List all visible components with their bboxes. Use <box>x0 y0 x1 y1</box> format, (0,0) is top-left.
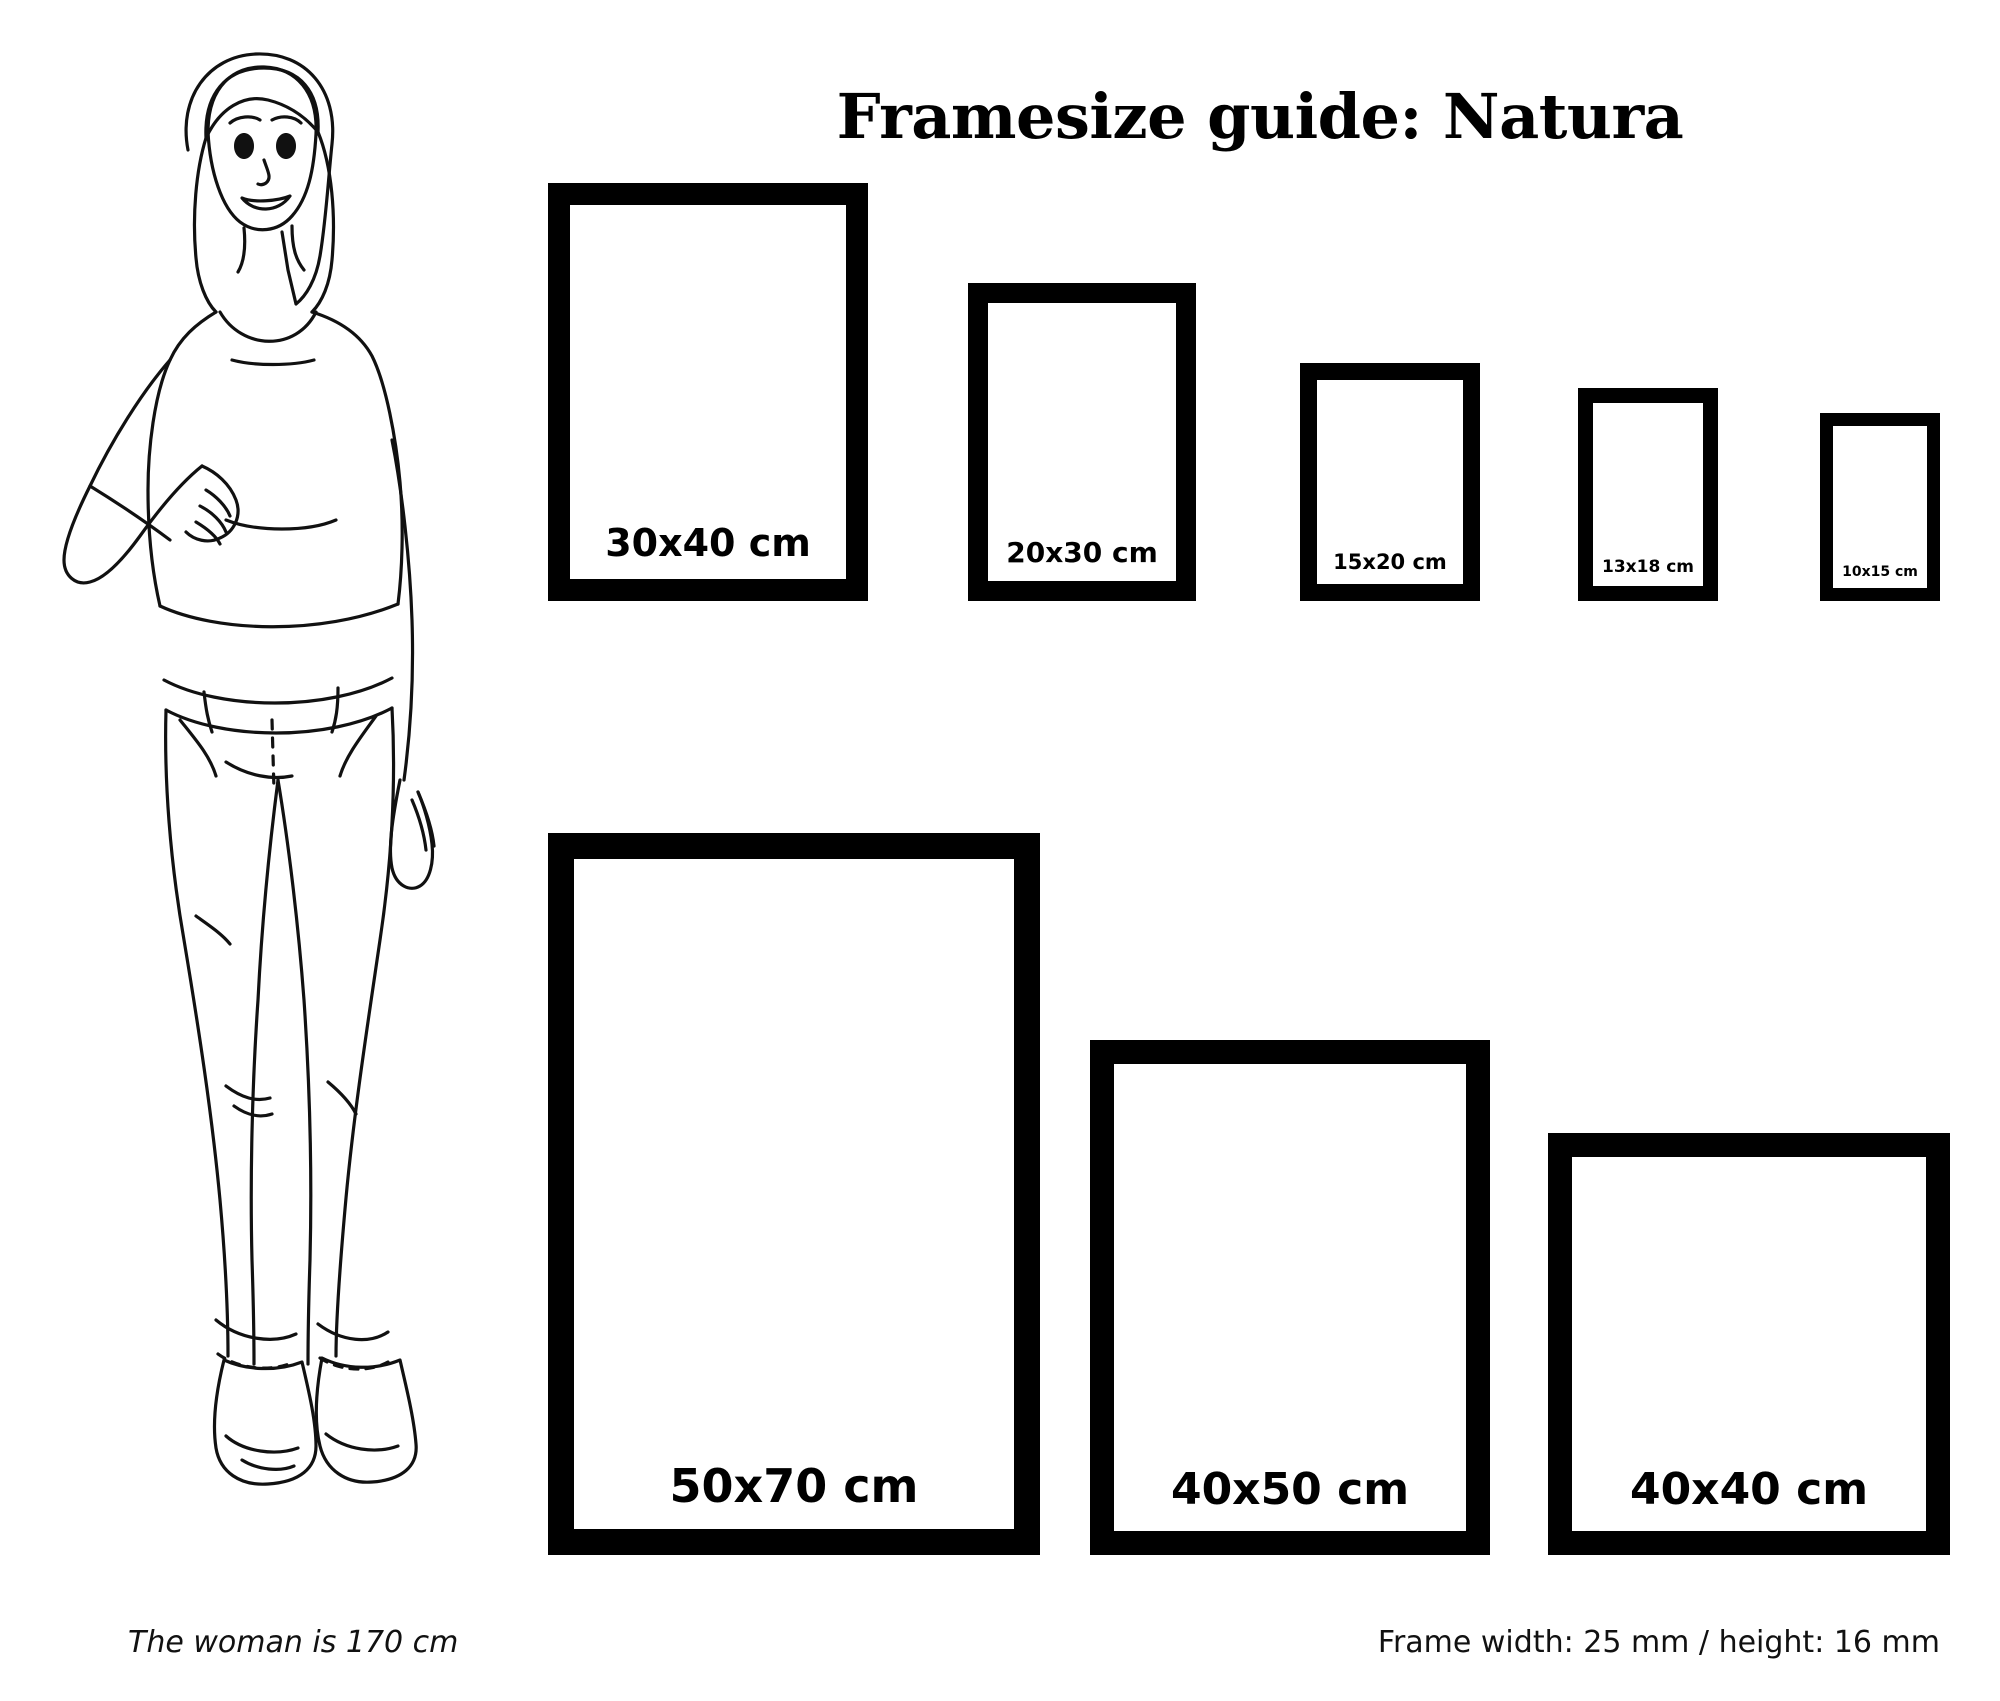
frame-15x20 <box>1300 363 1480 601</box>
frame-label-50x70: 50x70 cm <box>669 1459 919 1513</box>
frame-label-20x30: 20x30 cm <box>1006 536 1158 569</box>
frame-50x70 <box>548 833 1040 1555</box>
woman-height-note: The woman is 170 cm <box>128 1625 459 1660</box>
frame-13x18 <box>1578 388 1718 601</box>
frame-label-15x20: 15x20 cm <box>1333 550 1447 574</box>
frame-20x30 <box>968 283 1196 601</box>
frame-label-10x15: 10x15 cm <box>1842 564 1918 580</box>
page-title: Framesize guide: Natura <box>836 79 1684 153</box>
frame-dimensions-note: Frame width: 25 mm / height: 16 mm <box>1377 1625 1940 1660</box>
woman-illustration <box>20 20 500 1580</box>
frame-30x40 <box>548 183 868 601</box>
frame-label-40x40: 40x40 cm <box>1629 1464 1869 1515</box>
frame-label-30x40: 30x40 cm <box>605 521 811 565</box>
frame-40x40 <box>1548 1133 1950 1555</box>
frame-40x50 <box>1090 1040 1490 1555</box>
frame-label-40x50: 40x50 cm <box>1170 1464 1410 1515</box>
frame-10x15 <box>1820 413 1940 601</box>
frame-label-13x18: 13x18 cm <box>1602 557 1694 577</box>
